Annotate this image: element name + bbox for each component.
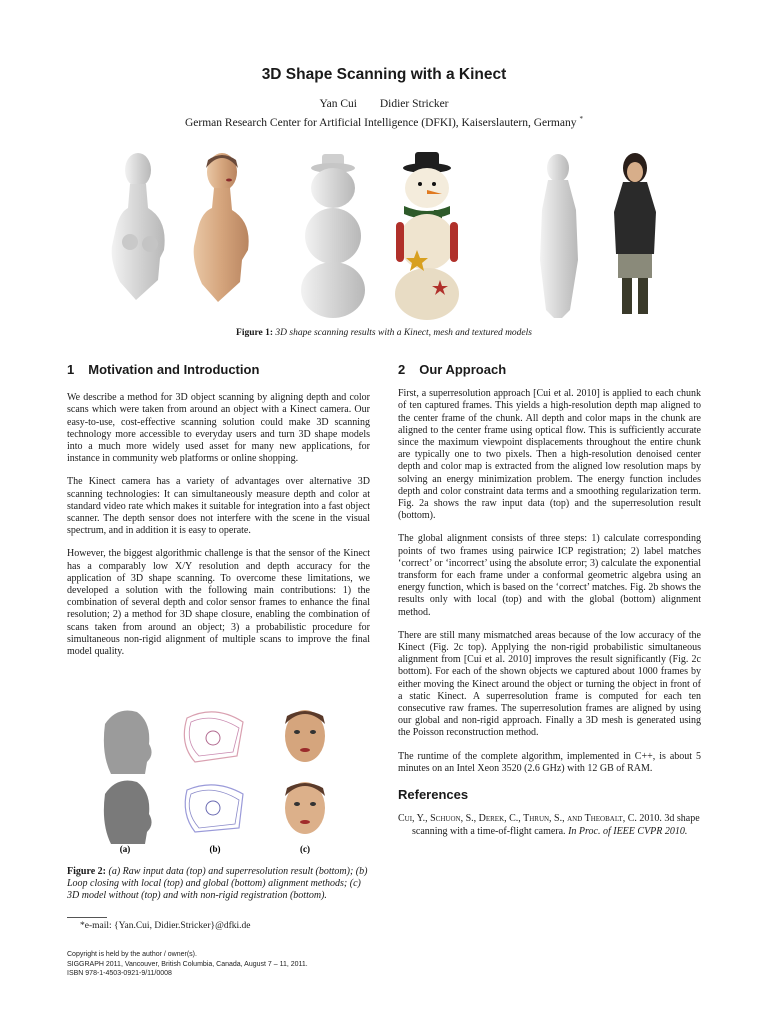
woman-textured-model [614,153,656,314]
affiliation-mark: * [579,115,583,123]
mannequin-textured-model [194,153,249,302]
figure-2a-superresolution [104,781,152,845]
section-1 [67,364,370,669]
figure-2c-label: (c) [300,844,310,854]
figure-2-label: Figure 2: [67,866,106,877]
woman-mesh-model [540,154,578,318]
affiliation-text: German Research Center for Artificial Intelligence (DFKI), Kaiserslautern, Germany [185,116,577,129]
section-2-number: 2 [398,362,406,377]
figure-2 [95,704,345,856]
reference-authors: Cui, Y., Schuon, S., Derek, C., Thrun, S., and Theobalt, C. [398,813,637,825]
mannequin-mesh-model [112,153,165,300]
reference-body: 2010. 3d shape scanning with a time-of-flight camera. [412,813,700,837]
figure-1-caption-text: 3D shape scanning results with a Kinect, mesh and textured models [275,328,532,338]
figure-2c-without-registration [285,710,325,762]
footnote: *e-mail: {Yan.Cui, Didier.Stricker}@dfki.de [80,921,251,931]
copyright-line: SIGGRAPH 2011, Vancouver, British Columbia, Canada, August 7 – 11, 2011. [67,960,308,968]
reference-item [398,813,701,838]
copyright-line: ISBN 978-1-4503-0921-9/11/0008 [67,970,172,977]
figure-1-image [90,150,678,320]
figure-2a-raw-input [104,711,152,775]
copyright-notice [67,950,308,979]
reference-venue: In Proc. of IEEE CVPR 2010. [568,825,688,837]
section-1-paragraph: We describe a method for 3D object scanning by aligning depth and color scans which were taken from around an object with a Kinect camera. Our easy-to-use, cost-effective scanning solution could make 3D scanning technology more accessible to everyday users and turn 3D shape models into a much more widely used asset for many new applications, for instance in community web platforms or online shopping. [67,392,370,465]
snowman-textured-model [395,152,459,320]
section-2-title: Our Approach [419,362,507,377]
figure-1-caption [0,328,768,338]
section-1-paragraph: The Kinect camera has a variety of advantages over alternative 3D scanning technologies: It can simultaneously measure depth and color at standard video rate which makes it suitable for integration into a fast object scanner. The depth sensor does not interfere with the scene in the visual spectrum, and in addition it is easy to operate. [67,476,370,537]
section-2-paragraph: The runtime of the complete algorithm, implemented in C++, is about 5 minutes on an Intel Xeon 3520 (2.6 GHz) with 12 GB of RAM. [398,750,701,774]
section-2-paragraph: There are still many mismatched areas because of the low accuracy of the Kinect (Fig. 2c top). Applying the non-rigid probabilistic simultaneous alignment from [Cui et al. 2010] improves the result significantly (Fig. 2c bottom). For each of the shown objects we captured about 1000 frames by either moving the Kinect around the object or turning the object in front of a static Kinect. A superresolution frame is computed for each ten consecutive raw frames. The superresolution frames are aligned by using our global and non-rigid approach. Finally a 3D mesh is generated using the Poisson reconstruction method. [398,629,701,739]
section-1-paragraph: However, the biggest algorithmic challenge is that the sensor of the Kinect has a comparably low X/Y resolution and depth accuracy for the application of 3D shape scanning. To overcome these limitations, we developed a solution with the following main contributions: 1) the combination of several depth and color sensor frames to enhance the final resolution; 2) a method for 3D shape closure, enabling the combination of scans taken from around an object; 3) a probabilistic procedure for simultaneous non-rigid alignment of multiple scans to improve the final model quality. [67,548,370,658]
figure-2c-with-registration [285,782,325,834]
footnote-rule [67,917,107,918]
references-heading: References [398,787,469,803]
figure-2b-local-alignment [184,712,243,762]
figure-2-image [95,704,345,856]
affiliation [0,115,768,129]
figure-2b-global-alignment [185,785,243,832]
section-1-heading [67,364,370,376]
author-name: Didier Stricker [379,98,449,110]
figure-2a-label: (a) [119,844,131,854]
copyright-line: Copyright is held by the author / owner(s). [67,951,197,958]
section-2-heading [398,364,701,376]
section-2-paragraph: First, a superresolution approach [Cui et al. 2010] is applied to each chunk of ten captured frames. This yields a high-resolution depth map aligned to the center frame of the chunk. All depth and color maps in the chunk are aligned to the center frame using optical flow. This is sufficiently accurate since the maximum viewpoint displacements throughout the entire chunk are typically one to two pixels. Then a high-resolution denoised center depth and color map is extracted from the aligned low resolution maps by solving an energy minimization problem. The energy function includes depth and color constraint data terms and a smoothing regularization term. Fig. 2a shows the raw input data (top) and the superresolution result (bottom). [398,388,701,522]
section-2 [398,364,701,838]
figure-1 [90,150,678,320]
figure-2-caption-text: (a) Raw input data (top) and superresolution result (bottom); (b) Loop closing with local (top) and global (bottom) alignment methods; (c) 3D model without (top) and with non-rigid registration (bottom). [67,866,368,902]
section-1-number: 1 [67,362,75,377]
paper-title: 3D Shape Scanning with a Kinect [261,66,507,83]
section-1-title: Motivation and Introduction [88,362,260,377]
section-2-paragraph: The global alignment consists of three steps: 1) calculate corresponding points of two frames using pairwice ICP registration; 2) label matches ‘correct’ or ‘incorrect’ using the absolute error; 3) calculate the exponential transform for each frame under a conformal geometric algebra using an energy function, which is based on the ‘correct’ matches. Fig. 2b shows the results only with local (top) and with the global (bottom) alignment method. [398,533,701,618]
authors [0,98,768,110]
snowman-mesh-model [301,154,365,318]
figure-1-label: Figure 1: [236,328,274,338]
author-name: Yan Cui [319,98,357,110]
figure-2b-label: (b) [209,844,221,854]
figure-2-caption [67,866,370,903]
